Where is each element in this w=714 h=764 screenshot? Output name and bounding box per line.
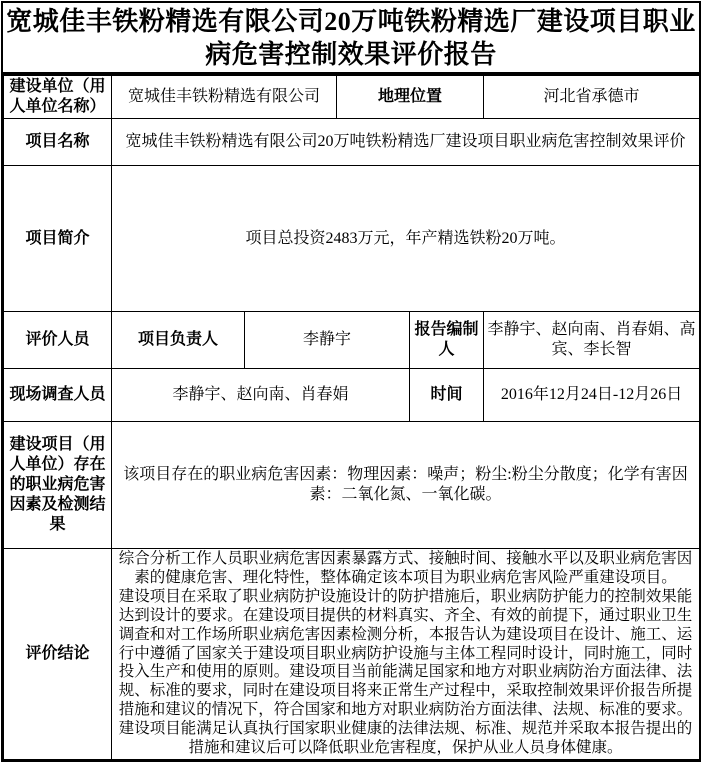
project-leader-value: 李静宇: [245, 312, 410, 369]
conclusion-cell: [112, 549, 700, 760]
location-label: 地理位置: [337, 76, 484, 119]
report-writers-label: 报告编制人: [410, 312, 484, 369]
report-writers-value: 李静宇、赵向南、肖春娟、高宾、李长智: [484, 312, 700, 369]
project-intro-value: 项目总投资2483万元，年产精选铁粉20万吨。: [112, 166, 700, 312]
project-name-value: 宽城佳丰铁粉精选有限公司20万吨铁粉精选厂建设项目职业病危害控制效果评价: [112, 119, 700, 166]
report-document: [1, 1, 701, 762]
location-value: 河北省承德市: [484, 76, 700, 119]
report-title: 宽城佳丰铁粉精选有限公司20万吨铁粉精选厂建设项目职业病危害控制效果评价报告: [3, 3, 699, 75]
project-leader-label: 项目负责人: [112, 312, 245, 369]
construction-unit-label: 建设单位（用人单位名称）: [4, 76, 112, 119]
report-table: [3, 75, 700, 760]
row-evaluators: [4, 312, 700, 369]
site-survey-value: 李静宇、赵向南、肖春娟: [112, 369, 410, 422]
conclusion-paragraph-1: 综合分析工作人员职业病危害因素暴露方式、接触时间、接触水平以及职业病危害因素的健康危害、理化特性，整体确定该本项目为职业病危害风险严重建设项目。: [118, 550, 693, 586]
row-site-survey: [4, 369, 700, 422]
row-construction-unit: [4, 76, 700, 119]
row-conclusion: [4, 549, 700, 760]
row-project-intro: [4, 166, 700, 312]
conclusion-paragraph-2: 建设项目在采取了职业病防护设施设计的防护措施后，职业病防护能力的控制效果能达到设计的要求。在建设项目提供的材料真实、齐全、有效的前提下，通过职业卫生调查和对工作场所职业病危害因素检测分析，本报告认为建设项目在设计、施工、运行中遵循了国家关于建设项目职业病防护设施与主体工程同时设计，同时施工，同时投入生产和使用的原则。建设项目当前能满足国家和地方对职业病防治方面法律、法规、标准的要求，同时在建设项目将来正常生产过程中，采取控制效果评价报告所提措施和建议的情况下，符合国家和地方对职业病防治方面法律、法规、标准的要求。: [118, 587, 693, 719]
row-hazard-factors: [4, 422, 700, 549]
site-survey-label: 现场调查人员: [4, 369, 112, 422]
row-project-name: [4, 119, 700, 166]
time-value: 2016年12月24日-12月26日: [484, 369, 700, 422]
project-name-label: 项目名称: [4, 119, 112, 166]
conclusion-paragraph-3: 建设项目能满足认真执行国家职业健康的法律法规、标准、规范并采取本报告提出的措施和建议后可以降低职业危害程度，保护从业人员身体健康。: [118, 720, 693, 757]
hazard-factors-value: 该项目存在的职业病危害因素：物理因素：噪声；粉尘:粉尘分散度；化学有害因素：二氧化氮、一氧化碳。: [112, 422, 700, 549]
hazard-factors-label: 建设项目（用人单位）存在的职业病危害因素及检测结果: [4, 422, 112, 549]
project-intro-label: 项目简介: [4, 166, 112, 312]
construction-unit-value: 宽城佳丰铁粉精选有限公司: [112, 76, 337, 119]
time-label: 时间: [410, 369, 484, 422]
evaluators-label: 评价人员: [4, 312, 112, 369]
conclusion-label: 评价结论: [4, 549, 112, 760]
